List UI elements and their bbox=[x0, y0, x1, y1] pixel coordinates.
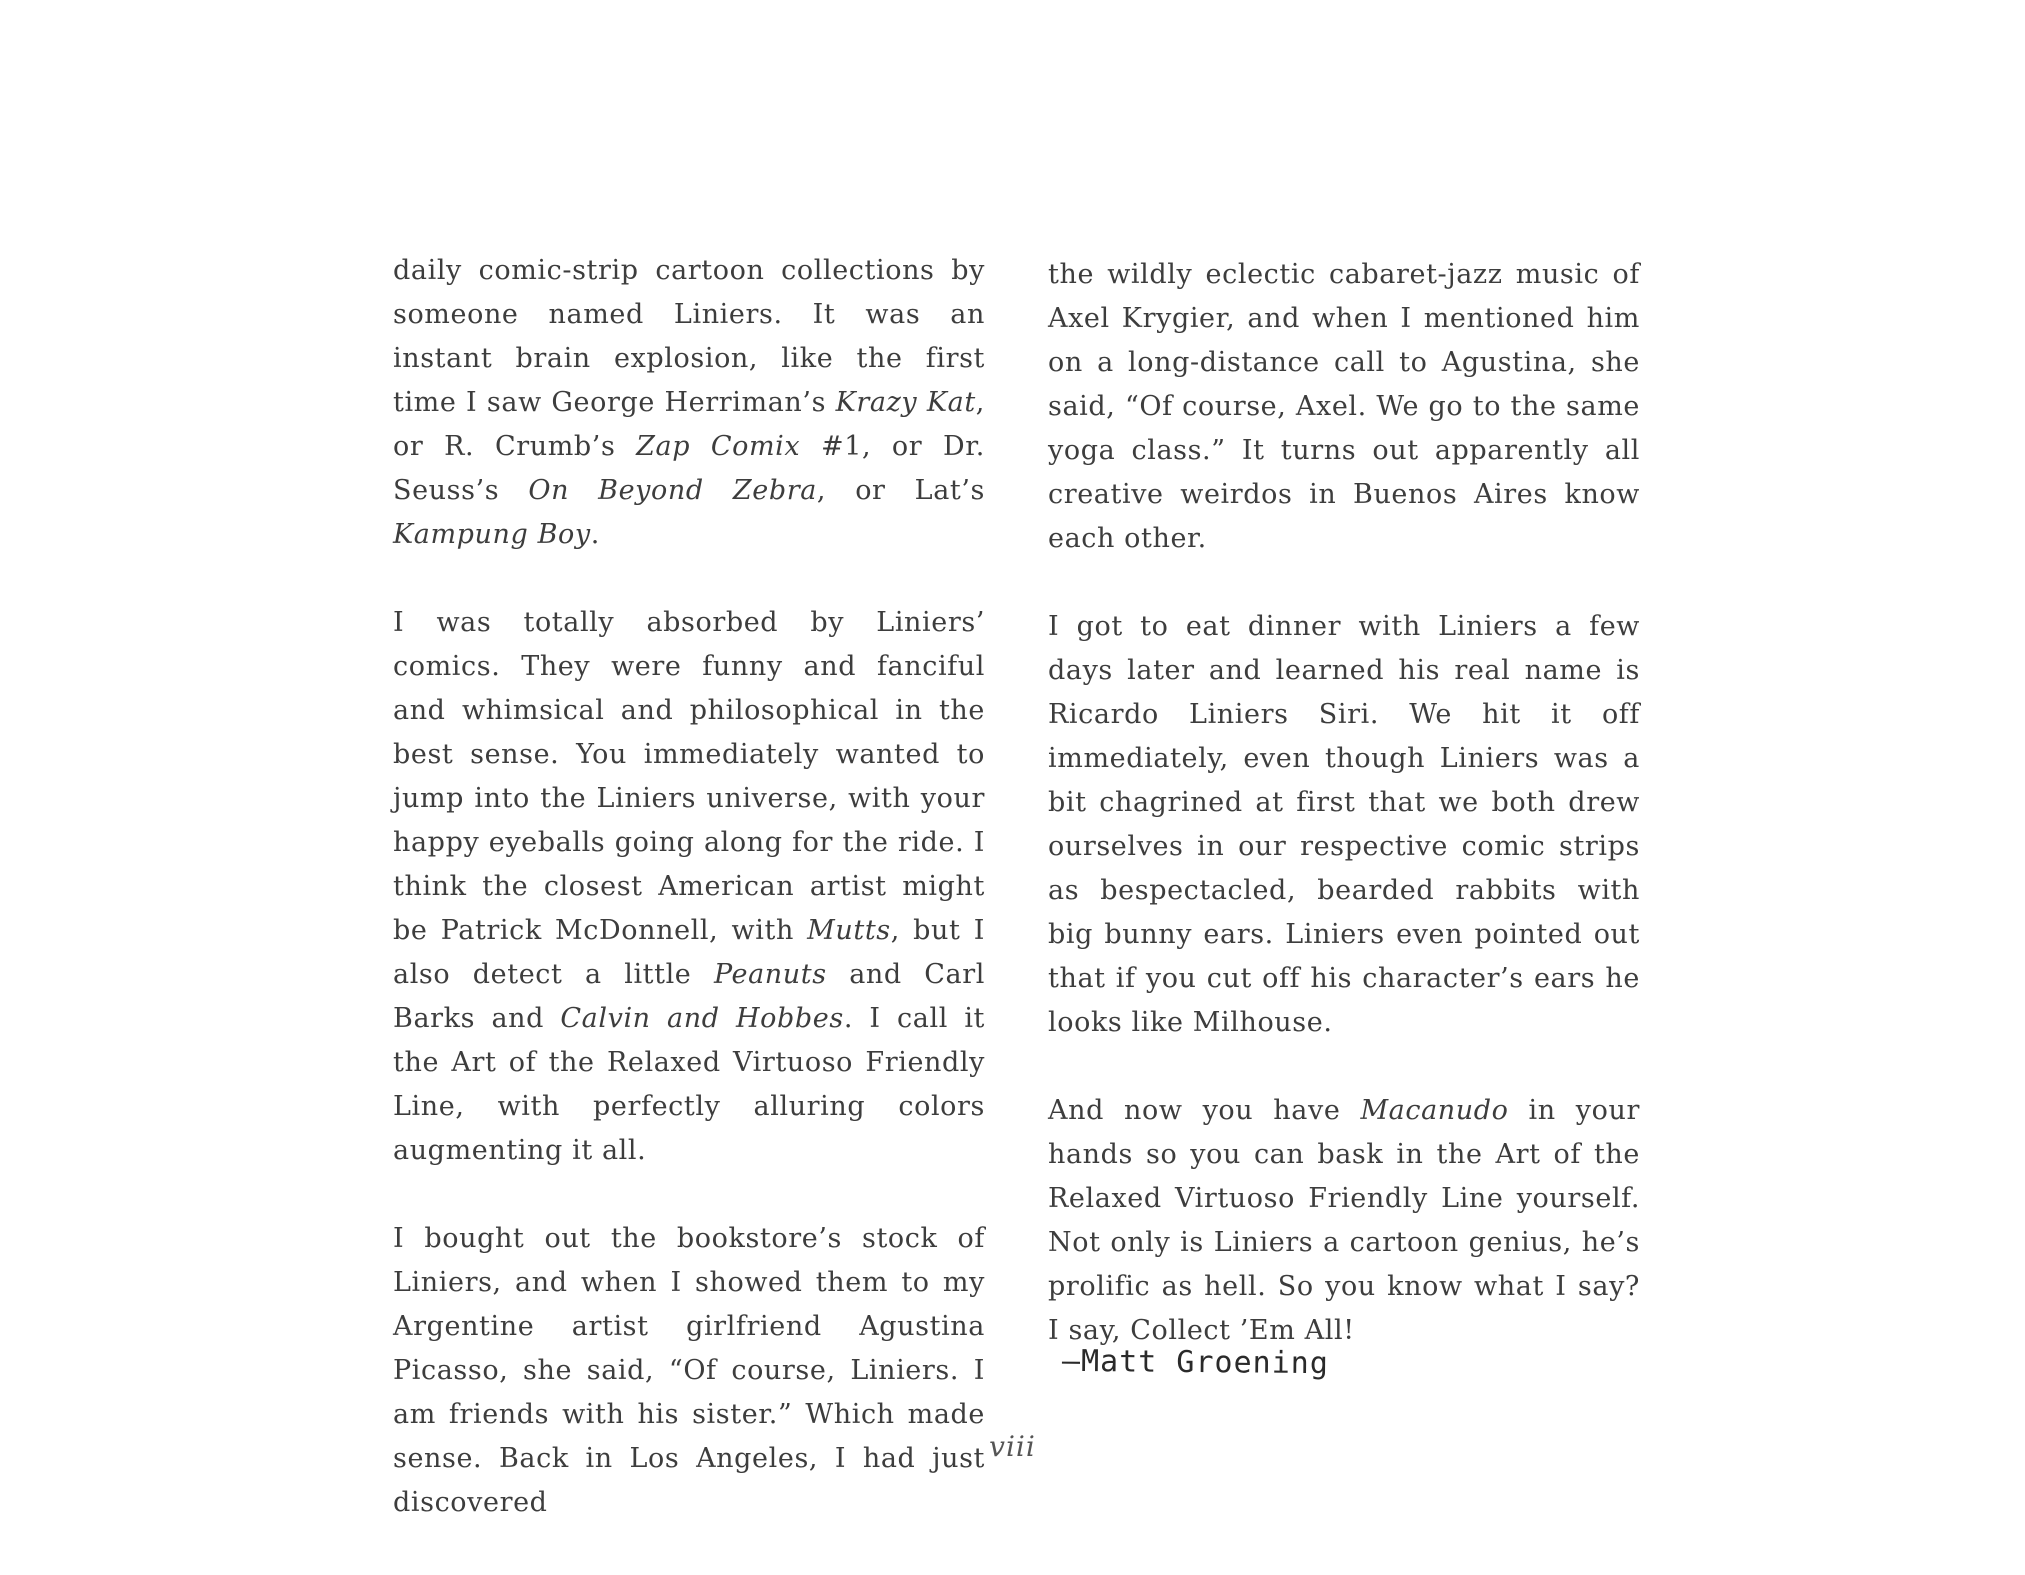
paragraph-right-1 bbox=[1048, 253, 1640, 561]
text-run: And now you have bbox=[1048, 1095, 1361, 1126]
book-title: Zap Comix bbox=[636, 431, 801, 462]
paragraph-left-1 bbox=[393, 249, 985, 557]
text-run: in your hands so you can bask in the Art of the Relaxed Virtuoso Friendly Line yourself. Not only is Liniers a cartoon genius, he’s prolific as hell. So you know what I say? I say, Collect ’Em All! bbox=[1048, 1095, 1641, 1346]
text-run: . bbox=[590, 519, 600, 550]
book-title: Krazy Kat bbox=[835, 387, 976, 418]
text-run: the wildly eclectic cabaret-jazz music of Axel Krygier, and when I mentioned him on a long-distance call to Agustina, she said, “Of course, Axel. We go to the same yoga class.” It turns out apparently all creative weirdos in Buenos Aires know each other. bbox=[1048, 259, 1640, 554]
paragraph-right-2 bbox=[1048, 605, 1640, 1045]
paragraph-left-2 bbox=[393, 601, 985, 1173]
right-text-column bbox=[1048, 253, 1640, 1353]
left-text-column bbox=[393, 249, 985, 1525]
book-title: Peanuts bbox=[713, 959, 827, 990]
text-run: I bought out the bookstore’s stock of Liniers, and when I showed them to my Argentine artist girlfriend Agustina Picasso, she said, “Of course, Liniers. I am friends with his sister.” Which made sense. Back in Los Angeles, I had just discovered bbox=[393, 1223, 985, 1518]
text-run: I got to eat dinner with Liniers a few days later and learned his real name is Ricardo Liniers Siri. We hit it off immediately, even though Liniers was a bit chagrined at first that we both drew ourselves in our respective comic strips as bespectacled, bearded rabbits with big bunny ears. Liniers even pointed out that if you cut off his character’s ears he looks like Milhouse. bbox=[1048, 611, 1640, 1038]
paragraph-right-3 bbox=[1048, 1089, 1640, 1353]
book-title: Macanudo bbox=[1360, 1095, 1509, 1126]
book-title: Calvin and Hobbes bbox=[560, 1003, 844, 1034]
text-run: #1, or Dr. Seuss’s bbox=[393, 431, 985, 506]
paragraph-left-3 bbox=[393, 1217, 985, 1525]
text-run: , but I also detect a little bbox=[393, 915, 985, 990]
book-title: Kampung Boy bbox=[393, 519, 591, 550]
text-run: and Carl Barks and bbox=[393, 959, 985, 1034]
text-run: I was totally absorbed by Liniers’ comics. They were funny and fanciful and whimsical and philosophical in the best sense. You immediately wanted to jump into the Liniers universe, with your happy eyeballs going along for the ride. I think the closest American artist might be Patrick McDonnell, with bbox=[393, 607, 985, 946]
author-signature: —Matt Groening bbox=[1061, 1343, 1330, 1382]
text-run: daily comic-strip cartoon collections by someone named Liniers. It was an instant brain explosion, like the first time I saw George Herriman’s bbox=[393, 255, 985, 418]
text-run: , or Lat’s bbox=[816, 475, 985, 506]
page-number: viii bbox=[989, 1430, 1036, 1463]
text-run: . I call it the Art of the Relaxed Virtuoso Friendly Line, with perfectly alluring colors augmenting it all. bbox=[393, 1003, 986, 1166]
text-run: , or R. Crumb’s bbox=[393, 387, 985, 462]
book-title: Mutts bbox=[807, 915, 891, 946]
book-title: On Beyond Zebra bbox=[528, 475, 817, 506]
